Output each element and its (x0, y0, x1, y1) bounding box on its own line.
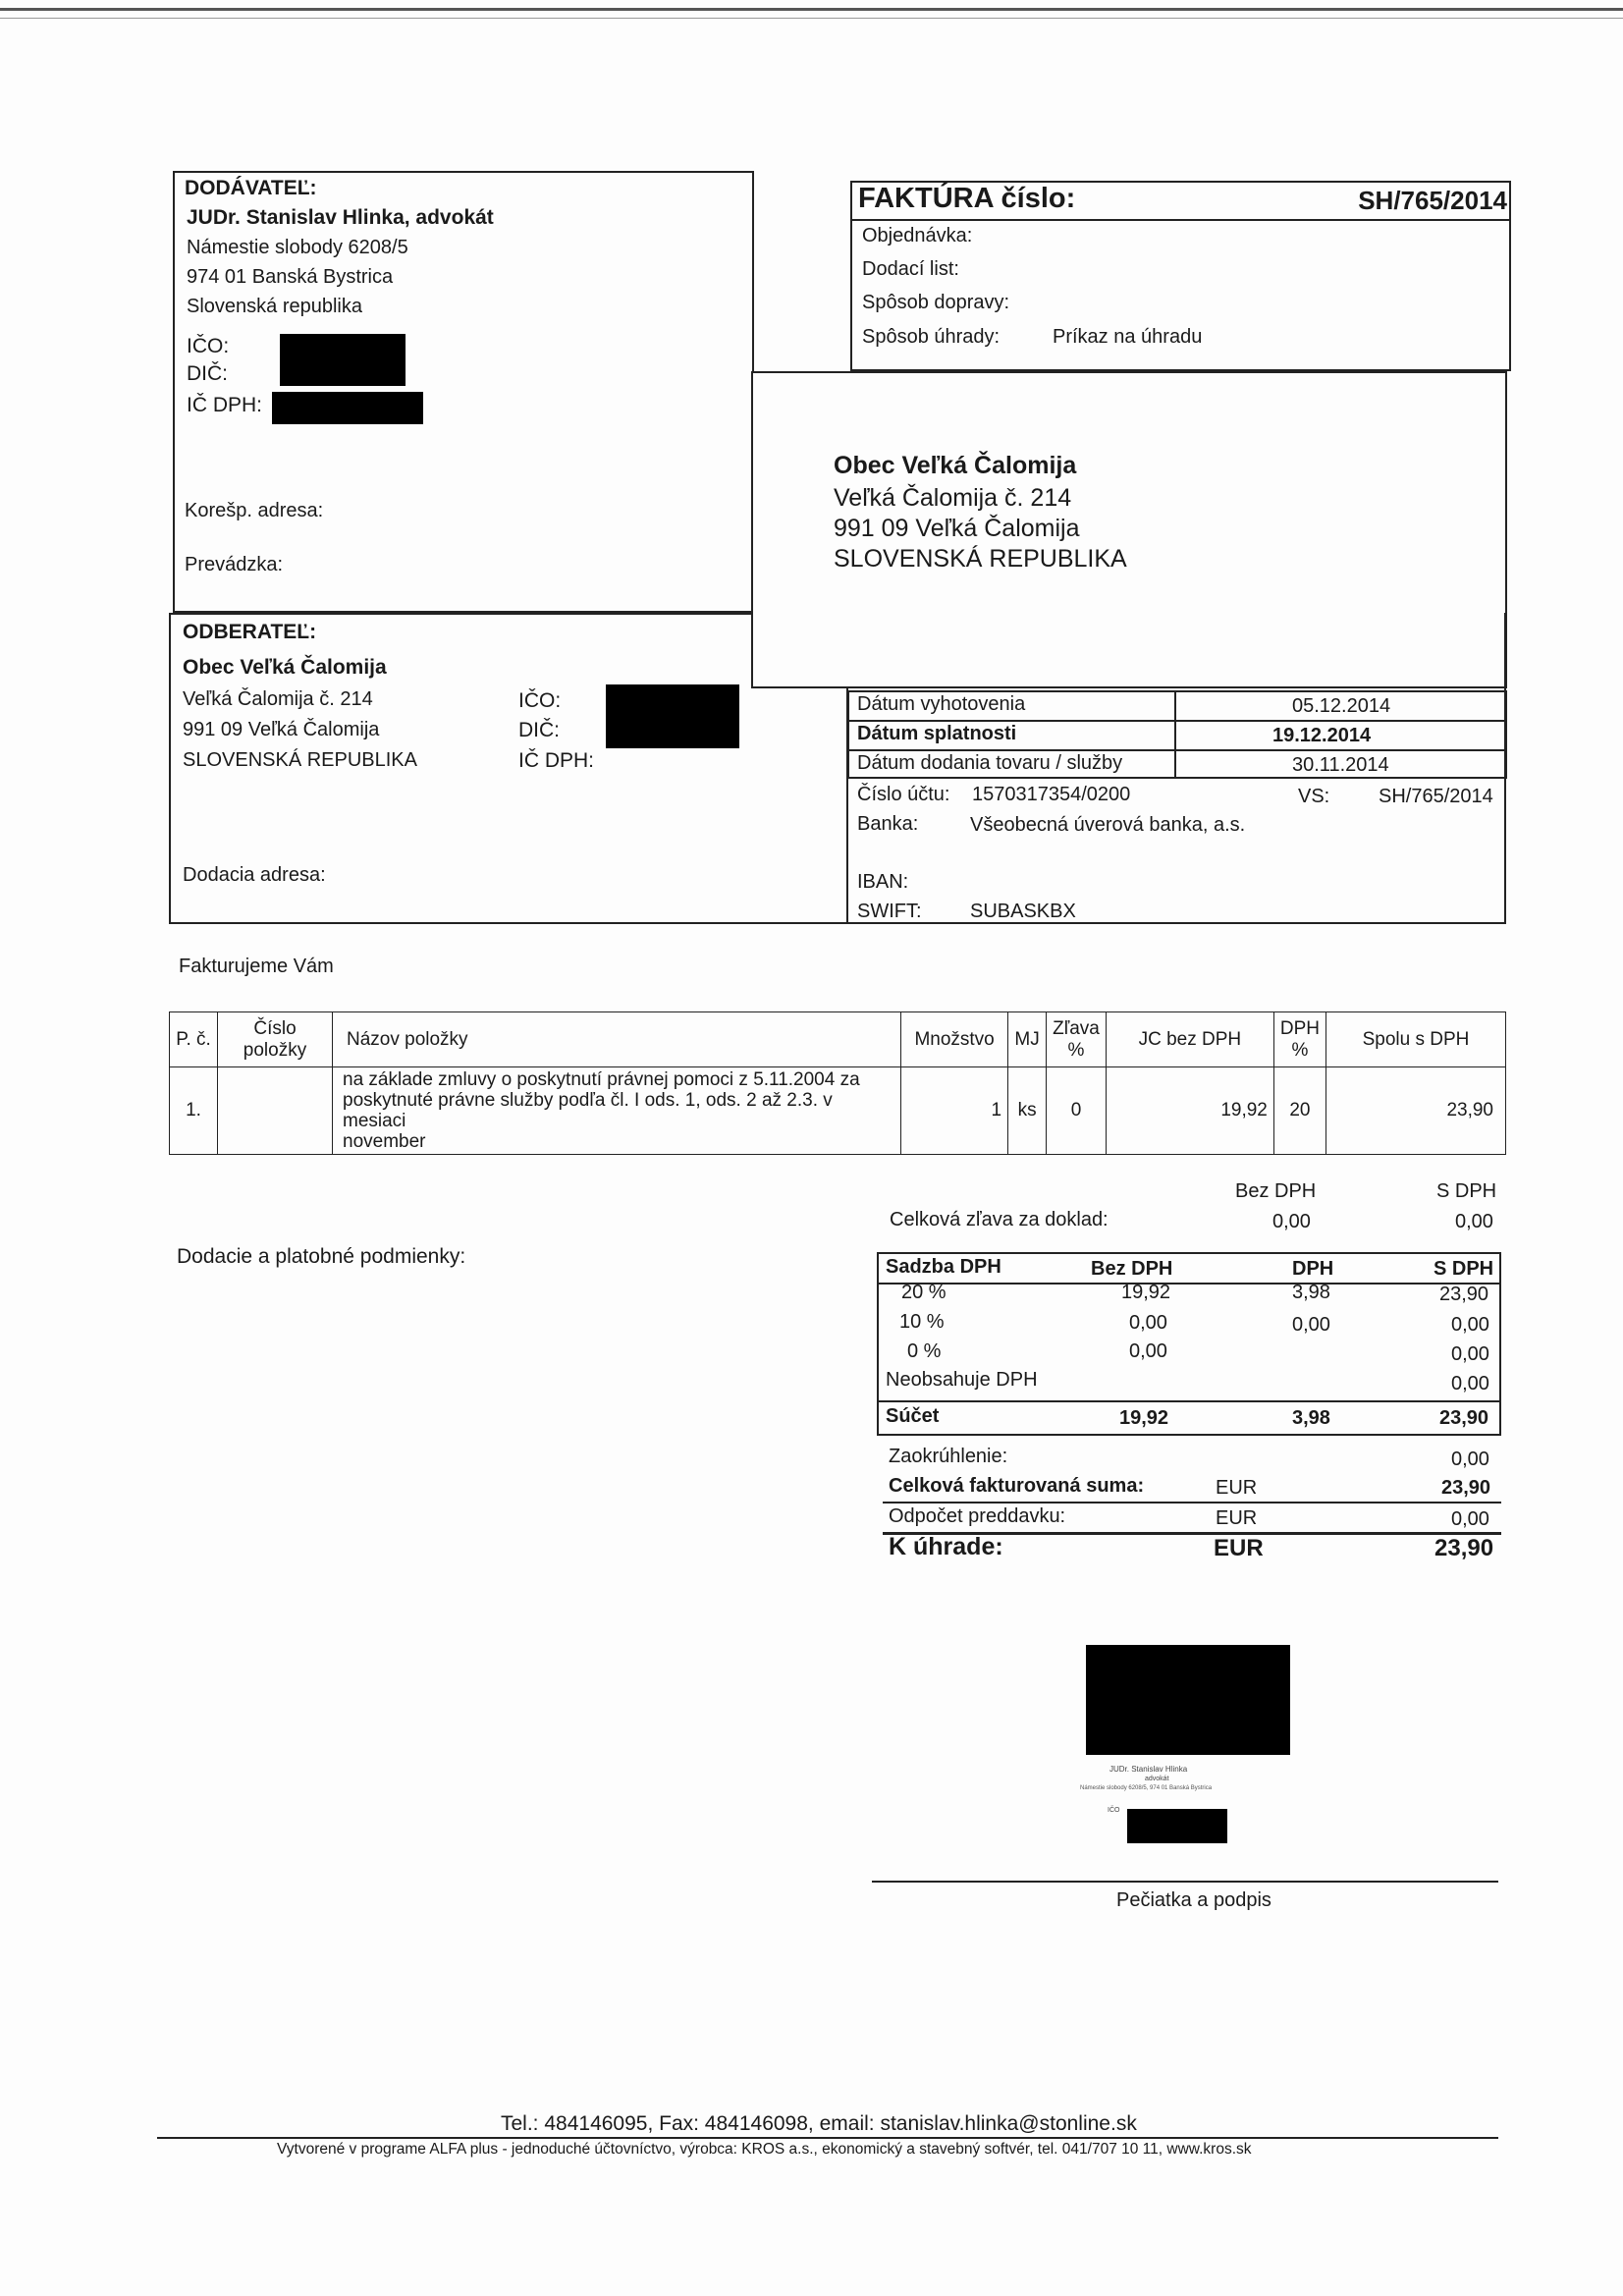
signature-redaction (1086, 1645, 1290, 1755)
swift-label: SWIFT: (857, 901, 922, 922)
col-discount-2: % (1067, 1039, 1085, 1061)
item-unit-price: 19,92 (1106, 1067, 1273, 1155)
vs-value: SH/765/2014 (1379, 786, 1493, 807)
vat-col-total: S DPH (1434, 1258, 1494, 1280)
supplier-dic-label: DIČ: (187, 362, 228, 385)
vat-row-10-rate: 10 % (899, 1311, 945, 1333)
intro-text: Fakturujeme Vám (179, 956, 334, 977)
supply-date-label: Dátum dodania tovaru / služby (857, 752, 1123, 774)
vat-header-line (877, 1283, 1501, 1285)
dates-row-line-1 (847, 720, 1507, 722)
invoiced-label: Celková fakturovaná suma: (889, 1475, 1145, 1497)
delivery-note-label: Dodací list: (862, 258, 959, 280)
redaction-supplier-ids (280, 334, 406, 386)
col-discount (1047, 1012, 1107, 1067)
vat-sum-vat: 3,98 (1292, 1407, 1330, 1429)
invoice-title-divider (850, 219, 1511, 221)
supplier-city: 974 01 Banská Bystrica (187, 266, 394, 288)
supplier-heading: DODÁVATEĽ: (185, 177, 317, 199)
advance-label: Odpočet preddavku: (889, 1505, 1066, 1527)
supplier-country: Slovenská republika (187, 296, 362, 317)
vat-col-base: Bez DPH (1091, 1258, 1173, 1280)
due-date-value: 19.12.2014 (1272, 725, 1372, 746)
footer-line (157, 2137, 1498, 2139)
dates-col-line (1174, 690, 1176, 779)
dates-row-line-2 (847, 749, 1507, 751)
supplier-prevadzka-label: Prevádzka: (185, 554, 284, 575)
stamp-line-3: Námestie slobody 6208/5, 974 01 Banská Bystrica (1080, 1785, 1213, 1791)
top-border-line (0, 8, 1623, 11)
item-pc: 1. (170, 1067, 218, 1155)
invoiced-value: 23,90 (1441, 1477, 1491, 1499)
vat-row-20-vat: 3,98 (1292, 1282, 1330, 1303)
customer-street: Veľká Čalomija č. 214 (183, 688, 373, 710)
discount-bez-dph: 0,00 (1272, 1211, 1311, 1232)
vat-sum-base: 19,92 (1119, 1407, 1169, 1429)
supplier-koresp-label: Korešp. adresa: (185, 500, 324, 521)
vat-row-0-total: 0,00 (1451, 1343, 1489, 1365)
customer-name: Obec Veľká Čalomija (183, 656, 387, 679)
advance-value: 0,00 (1451, 1508, 1489, 1530)
customer-top-line (169, 613, 753, 615)
items-table (169, 1011, 1506, 1155)
top-border-line-2 (0, 18, 1623, 19)
recipient-street: Veľká Čalomija č. 214 (834, 484, 1072, 512)
customer-country: SLOVENSKÁ REPUBLIKA (183, 749, 417, 771)
discount-bez-dph-header: Bez DPH (1235, 1180, 1317, 1202)
redaction-supplier-icdph (272, 392, 423, 424)
issue-date-label: Dátum vyhotovenia (857, 693, 1026, 715)
table-row (170, 1067, 1506, 1155)
col-vat-2: % (1291, 1039, 1309, 1061)
item-total: 23,90 (1326, 1067, 1506, 1155)
vat-summary-box (877, 1252, 1501, 1436)
signature-line (872, 1881, 1498, 1883)
vat-sum-label: Súčet (886, 1405, 940, 1427)
swift-value: SUBASKBX (970, 901, 1076, 922)
vat-row-none-total: 0,00 (1451, 1373, 1489, 1394)
recipient-country: SLOVENSKÁ REPUBLIKA (834, 545, 1127, 573)
payment-value: Príkaz na úhradu (1053, 326, 1203, 348)
item-qty: 1 (901, 1067, 1008, 1155)
stamp-line-1: JUDr. Stanislav Hlinka (1109, 1765, 1188, 1774)
invoice-title: FAKTÚRA číslo: (858, 183, 1076, 214)
col-total: Spolu s DPH (1326, 1012, 1506, 1067)
item-name (333, 1067, 901, 1155)
item-code (218, 1067, 333, 1155)
supplier-street: Námestie slobody 6208/5 (187, 237, 408, 258)
vat-col-vat: DPH (1292, 1258, 1334, 1280)
vat-row-10-vat: 0,00 (1292, 1314, 1330, 1336)
bank-value: Všeobecná úverová banka, a.s. (970, 814, 1246, 836)
supply-date-value: 30.11.2014 (1292, 754, 1389, 776)
col-mj: MJ (1008, 1012, 1047, 1067)
supplier-icdph-label: IČ DPH: (187, 394, 263, 416)
col-qty: Množstvo (901, 1012, 1008, 1067)
due-date-label: Dátum splatnosti (857, 723, 1017, 744)
advance-currency: EUR (1216, 1507, 1258, 1529)
footer-software: Vytvorené v programe ALFA plus - jednoduché účtovníctvo, výrobca: KROS a.s., ekonomický a stavebný softvér, tel. 041/707 10 11, www.kros.sk (277, 2141, 1252, 2158)
stamp-line-4: IČO (1108, 1807, 1120, 1814)
issue-date-value: 05.12.2014 (1292, 695, 1391, 717)
col-pc: P. č. (170, 1012, 218, 1067)
invoiced-currency: EUR (1216, 1477, 1258, 1499)
stamp-line-2: advokát (1145, 1776, 1169, 1782)
account-label: Číslo účtu: (857, 784, 950, 805)
supplier-name: JUDr. Stanislav Hlinka, advokát (187, 206, 494, 229)
vat-sum-total: 23,90 (1439, 1407, 1489, 1429)
iban-label: IBAN: (857, 871, 909, 893)
item-mj: ks (1008, 1067, 1047, 1155)
vat-row-20-total: 23,90 (1439, 1284, 1489, 1305)
due-total-value: 23,90 (1434, 1535, 1494, 1561)
vat-sum-line (877, 1400, 1501, 1402)
customer-heading: ODBERATEĽ: (183, 621, 317, 643)
vs-label: VS: (1298, 786, 1330, 807)
redaction-customer-ids (606, 684, 739, 748)
customer-icdph-label: IČ DPH: (518, 749, 595, 772)
item-name-line-2: poskytnuté právne služby podľa čl. I ods. 1, ods. 2 až 2.3. v mesiaci (343, 1090, 833, 1131)
signature-label: Pečiatka a podpis (1116, 1889, 1271, 1911)
discount-label: Celková zľava za doklad: (890, 1209, 1109, 1230)
vat-row-20-rate: 20 % (901, 1282, 947, 1303)
account-value: 1570317354/0200 (972, 784, 1131, 805)
vat-row-0-base: 0,00 (1129, 1340, 1167, 1362)
payment-label: Spôsob úhrady: (862, 326, 1001, 348)
footer-contact: Tel.: 484146095, Fax: 484146098, email: stanislav.hlinka@stonline.sk (501, 2112, 1137, 2135)
vat-row-0-rate: 0 % (907, 1340, 942, 1362)
col-code: Číslo položky (218, 1012, 333, 1067)
vat-col-rate: Sadzba DPH (886, 1256, 1001, 1278)
col-discount-1: Zľava (1053, 1017, 1100, 1039)
vat-row-10-total: 0,00 (1451, 1314, 1489, 1336)
customer-dic-label: DIČ: (518, 719, 560, 741)
customer-delivery-label: Dodacia adresa: (183, 864, 326, 886)
supplier-ico-label: IČO: (187, 335, 230, 357)
invoice-number: SH/765/2014 (1358, 186, 1507, 215)
discount-s-dph: 0,00 (1455, 1211, 1493, 1232)
stamp-redaction (1127, 1809, 1227, 1843)
due-total-currency: EUR (1214, 1535, 1264, 1561)
vat-row-none-rate: Neobsahuje DPH (886, 1369, 1038, 1391)
customer-ico-label: IČO: (518, 689, 562, 712)
item-name-line-3: november (343, 1131, 426, 1152)
customer-city: 991 09 Veľká Čalomija (183, 719, 380, 740)
item-name-line-1: na základe zmluvy o poskytnutí právnej pomoci z 5.11.2004 za (343, 1069, 860, 1090)
bank-label: Banka: (857, 813, 919, 835)
col-vat (1273, 1012, 1325, 1067)
discount-s-dph-header: S DPH (1436, 1180, 1497, 1202)
items-header-row (170, 1012, 1506, 1067)
recipient-name: Obec Veľká Čalomija (834, 452, 1077, 479)
rounding-label: Zaokrúhlenie: (889, 1446, 1008, 1467)
col-name-label: Názov položky (347, 1028, 468, 1050)
conditions-label: Dodacie a platobné podmienky: (177, 1245, 466, 1268)
due-total-label: K úhrade: (889, 1533, 1003, 1560)
rounding-value: 0,00 (1451, 1449, 1489, 1470)
vat-row-20-base: 19,92 (1121, 1282, 1171, 1303)
item-discount: 0 (1047, 1067, 1107, 1155)
transport-label: Spôsob dopravy: (862, 292, 1010, 313)
recipient-city: 991 09 Veľká Čalomija (834, 515, 1080, 542)
order-label: Objednávka: (862, 225, 973, 246)
vat-row-10-base: 0,00 (1129, 1312, 1167, 1334)
col-vat-1: DPH (1279, 1017, 1320, 1039)
col-unit-price: JC bez DPH (1106, 1012, 1273, 1067)
col-name (333, 1012, 901, 1067)
invoiced-underline (883, 1502, 1501, 1503)
item-vat: 20 (1273, 1067, 1325, 1155)
